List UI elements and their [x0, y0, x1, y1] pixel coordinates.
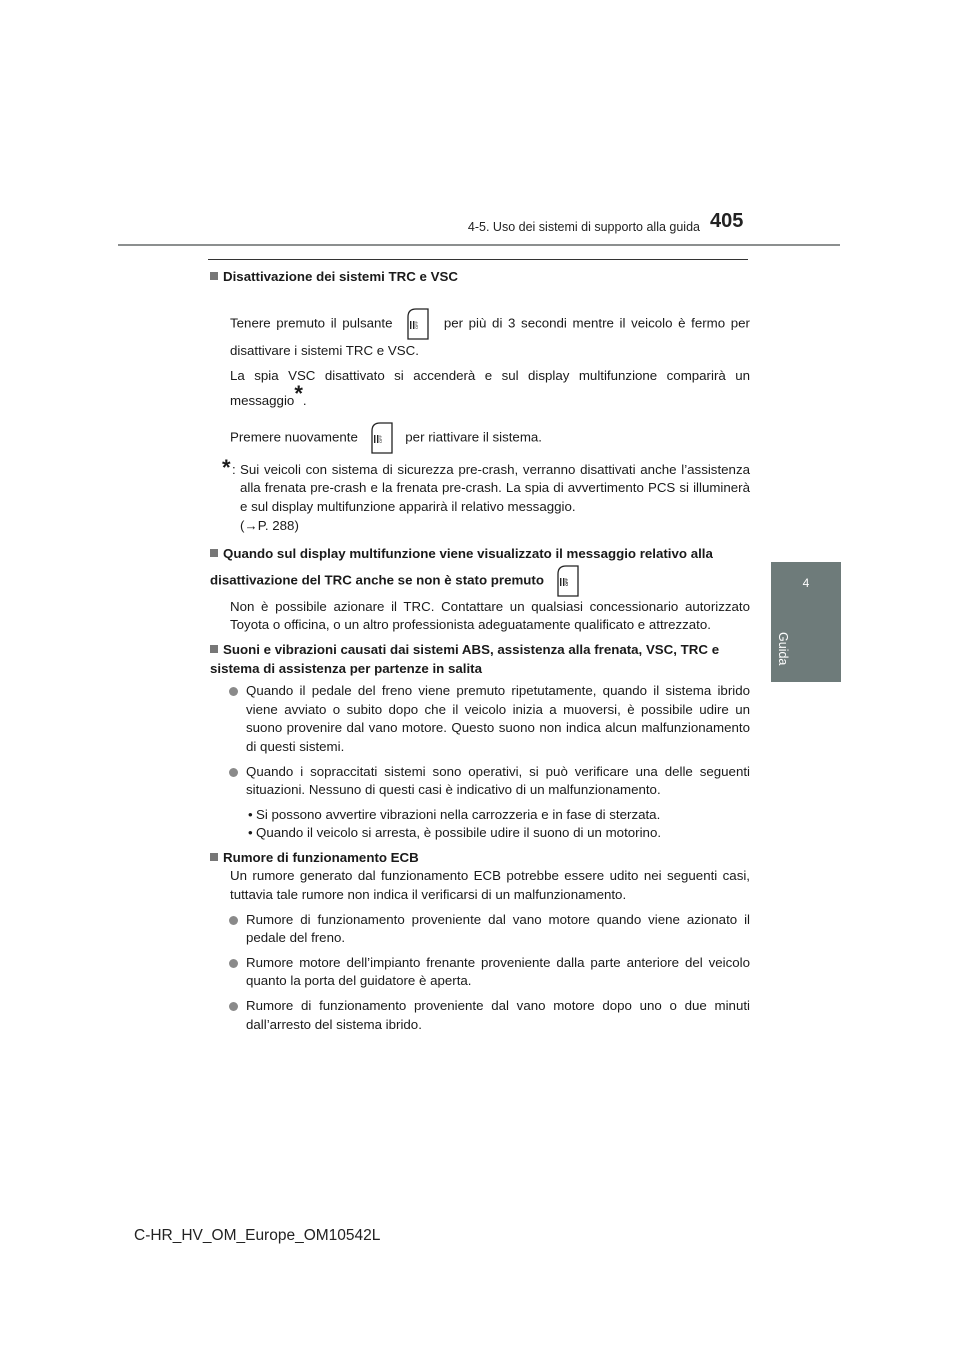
content-top-rule: [208, 259, 748, 260]
chapter-label-wrapper: [772, 618, 840, 678]
section-heading-trc-message: [210, 545, 750, 598]
heading-text: Disattivazione dei sistemi TRC e VSC: [223, 269, 458, 284]
heading-text: Rumore di funzionamento ECB: [223, 849, 419, 865]
svg-text:OFF: OFF: [414, 320, 420, 329]
list-item: [210, 682, 750, 756]
square-marker-icon: [210, 272, 218, 280]
text-fragment: per più di 3 secondi mentre il veicolo è fermo per disattivare i sistemi TRC e VSC.: [230, 315, 750, 358]
paragraph-press-again: [210, 421, 750, 455]
list-item-text: Rumore motore dell’impianto frenante proveniente dalla parte anteriore del veicolo quanto la porta del guidatore è aperta.: [246, 954, 750, 989]
text-fragment: Tenere premuto il pulsante: [230, 315, 393, 331]
sub-list-item-text: Si possono avvertire vibrazioni nella carrozzeria e in fase di sterzata.: [256, 806, 661, 822]
page-content: [210, 268, 750, 1034]
vsc-off-button-icon: [554, 564, 582, 598]
bullet-dot-icon: [229, 959, 238, 968]
footnote-colon: :: [232, 461, 236, 477]
square-marker-icon: [210, 549, 218, 557]
heading-text: Suoni e vibrazioni causati dai sistemi ABS, assistenza alla frenata, VSC, TRC e sistema di assistenza per partenze in salita: [210, 641, 720, 676]
page-number: 405: [710, 210, 744, 232]
list-item: [210, 911, 750, 948]
paragraph-hold-button: [210, 307, 750, 361]
svg-text:OFF: OFF: [563, 577, 569, 586]
page-reference: (→P. 288): [240, 517, 299, 533]
svg-text:OFF: OFF: [377, 434, 383, 443]
list-item: [210, 763, 750, 800]
bullet-dot-icon: [229, 768, 238, 777]
list-item-text: Rumore di funzionamento proveniente dal vano motore dopo uno o due minuti dall’arresto del sistema ibrido.: [246, 998, 750, 1032]
chapter-number: 4: [802, 576, 810, 590]
bullet-dot-icon: [229, 1002, 238, 1011]
text-fragment: .: [302, 393, 307, 409]
text-fragment: La spia VSC disattivato si accenderà e sul display multifunzione comparirà un messaggio: [230, 367, 750, 409]
header-divider: [118, 244, 840, 246]
footnote: [210, 454, 750, 535]
footnote-star: *: [222, 454, 231, 480]
footnote-text: Sui veicoli con sistema di sicurezza pre-crash, verranno disattivati anche l’assistenza alla frenata pre-crash e la frenata pre-crash. La spia di avvertimento PCS si illuminerà e sul display multifunzione apparirà il relativo messaggio.: [240, 461, 750, 514]
list-item-text: Quando i sopraccitati sistemi sono operativi, si può verificare una delle seguenti situazioni. Nessuno di questi casi è indicativo di un malfunzionamento.: [246, 763, 750, 798]
sub-list-item: [210, 806, 750, 825]
section-heading-trc-vsc-off: [210, 268, 750, 287]
sub-list-item-text: Quando il veicolo si arresta, è possibile udire il suono di un motorino.: [256, 825, 662, 841]
list-item-text: Quando il pedale del freno viene premuto ripetutamente, quando il sistema ibrido viene avviato o subito dopo che il veicolo inizia a muoversi, è possibile udire un suono provenire dal vano motore. Questo suono non indica alcun malfunzionamento di questi sistemi.: [246, 683, 750, 754]
section-heading-ecb-noise: [210, 849, 750, 868]
text-fragment: per riattivare il sistema.: [405, 429, 542, 445]
vsc-off-button-icon: [404, 307, 432, 341]
heading-text: Quando sul display multifunzione viene visualizzato il messaggio relativo alla disattivazione del TRC anche se non è stato premuto: [210, 546, 713, 588]
sub-bullet-icon: •: [248, 825, 253, 841]
paragraph-ecb-noise: Un rumore generato dal funzionamento ECB potrebbe essere udito nei seguenti casi, tuttavia tale rumore non indica il verificarsi di un malfunzionamento.: [230, 868, 750, 903]
paragraph-vsc-indicator: [210, 367, 750, 411]
vsc-off-button-icon: [368, 421, 396, 455]
sub-list-item: [210, 824, 750, 843]
header-section-title: 4-5. Uso dei sistemi di supporto alla guida: [467, 220, 700, 234]
list-item: [210, 954, 750, 991]
list-item-text: Rumore di funzionamento proveniente dal vano motore quando viene azionato il pedale del freno.: [246, 911, 750, 946]
bullet-dot-icon: [229, 916, 238, 925]
bullet-dot-icon: [229, 687, 238, 696]
square-marker-icon: [210, 853, 218, 861]
footnote-star: *: [294, 381, 303, 407]
text-fragment: Premere nuovamente: [230, 429, 358, 445]
chapter-label: Guida: [776, 632, 790, 666]
square-marker-icon: [210, 645, 218, 653]
sub-bullet-icon: •: [248, 806, 253, 822]
section-heading-sounds-vibrations: [210, 641, 750, 678]
footer-doc-code: C-HR_HV_OM_Europe_OM10542L: [134, 1227, 381, 1244]
paragraph-trc-contact: Non è possibile azionare il TRC. Contattare un qualsiasi concessionario autorizzato Toyota o officina, o un altro professionista adeguatamente qualificato e attrezzato.: [230, 598, 750, 633]
list-item: [210, 997, 750, 1034]
